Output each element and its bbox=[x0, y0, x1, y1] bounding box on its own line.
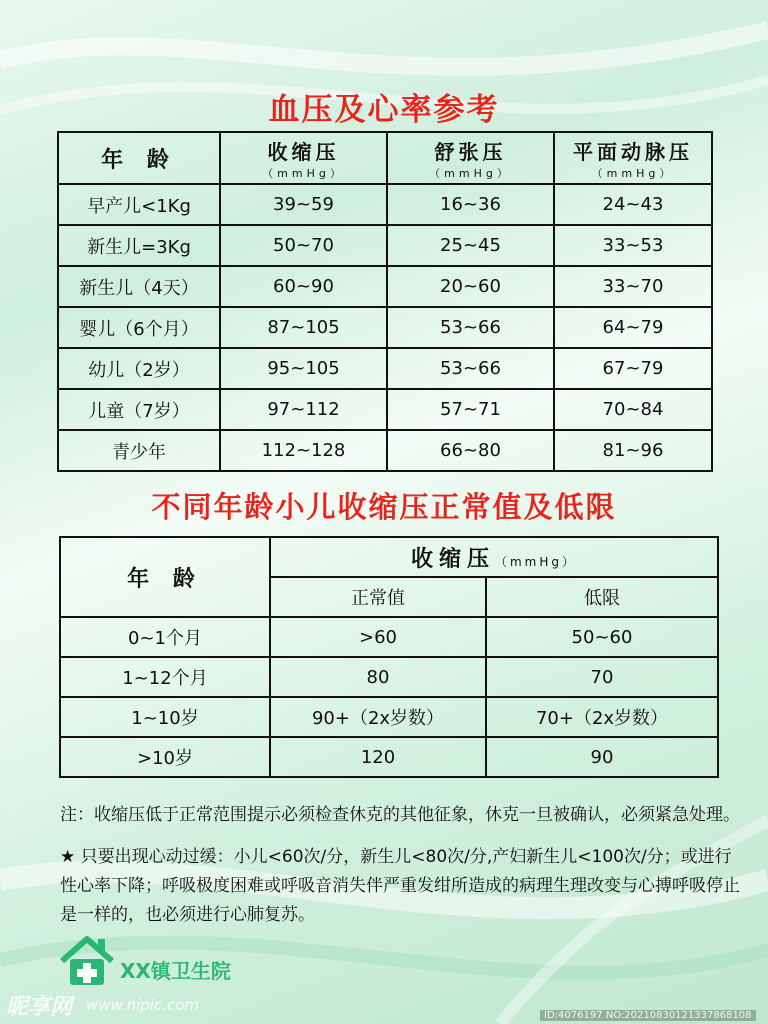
cell: 64~79 bbox=[554, 307, 712, 348]
table-row bbox=[58, 389, 712, 430]
table-row bbox=[60, 697, 718, 737]
cell: 39~59 bbox=[220, 184, 387, 225]
cell: 90 bbox=[486, 737, 718, 777]
cell: 25~45 bbox=[387, 225, 554, 266]
cell: 70~84 bbox=[554, 389, 712, 430]
header-age: 年 龄 bbox=[58, 132, 220, 184]
cell: 33~53 bbox=[554, 225, 712, 266]
cell: 青少年 bbox=[58, 430, 220, 471]
table-row bbox=[58, 307, 712, 348]
hospital-logo-icon bbox=[58, 935, 116, 987]
watermark-url: www.nipic.com bbox=[86, 996, 200, 1014]
cell: 53~66 bbox=[387, 307, 554, 348]
cell: 112~128 bbox=[220, 430, 387, 471]
table-header-row bbox=[58, 132, 712, 184]
table-row bbox=[58, 184, 712, 225]
cell: 新生儿（4天） bbox=[58, 266, 220, 307]
table-row bbox=[58, 266, 712, 307]
table-header-row bbox=[60, 537, 718, 577]
cell: 新生儿=3Kg bbox=[58, 225, 220, 266]
cell: 70+（2x岁数） bbox=[486, 697, 718, 737]
cell: 66~80 bbox=[387, 430, 554, 471]
cell: 儿童（7岁） bbox=[58, 389, 220, 430]
header-mean-arterial: 平面动脉压 （mmHg） bbox=[554, 132, 712, 184]
header-systolic: 收缩压 （mmHg） bbox=[220, 132, 387, 184]
cell: 87~105 bbox=[220, 307, 387, 348]
table-row bbox=[58, 430, 712, 471]
note-bradycardia-text: 只要出现心动过缓：小儿<60次/分，新生儿<80次/分,产妇新生儿<100次/分；或进行性心率下降；呼吸极度困难或呼吸音消失伴严重发绀所造成的病理生理改变与心搏呼吸停止是一样的，也必须进行心肺复苏。 bbox=[60, 847, 740, 925]
cell: 0~1个月 bbox=[60, 617, 270, 657]
cell: 50~70 bbox=[220, 225, 387, 266]
header-age: 年 龄 bbox=[60, 537, 270, 617]
cell: 95~105 bbox=[220, 348, 387, 389]
cell: 81~96 bbox=[554, 430, 712, 471]
cell: 婴儿（6个月） bbox=[58, 307, 220, 348]
cell: >10岁 bbox=[60, 737, 270, 777]
systolic-limits-table bbox=[59, 536, 719, 778]
header-diastolic: 舒张压 （mmHg） bbox=[387, 132, 554, 184]
header-systolic-group: 收缩压（mmHg） bbox=[270, 537, 718, 577]
note-shock: 注：收缩压低于正常范围提示必须检查休克的其他征象，休克一旦被确认，必须紧急处理。 bbox=[60, 805, 740, 825]
cell: 1~12个月 bbox=[60, 657, 270, 697]
cell: 53~66 bbox=[387, 348, 554, 389]
header-lower-limit: 低限 bbox=[486, 577, 718, 617]
cell: 120 bbox=[270, 737, 486, 777]
cell: 90+（2x岁数） bbox=[270, 697, 486, 737]
cell: >60 bbox=[270, 617, 486, 657]
star-icon: ★ bbox=[60, 847, 76, 867]
bp-reference-table bbox=[57, 131, 713, 472]
cell: 67~79 bbox=[554, 348, 712, 389]
watermark-logo: 昵享网 bbox=[6, 995, 73, 1020]
cell: 33~70 bbox=[554, 266, 712, 307]
title-systolic-normal-lower-limit: 不同年龄小儿收缩压正常值及低限 bbox=[151, 490, 617, 524]
image-id-strip: ID:4076197 NO:20210830121337868108 bbox=[540, 1010, 756, 1021]
table-row bbox=[58, 348, 712, 389]
cell: 幼儿（2岁） bbox=[58, 348, 220, 389]
hospital-name: XX镇卫生院 bbox=[120, 959, 231, 983]
cell: 16~36 bbox=[387, 184, 554, 225]
note-bradycardia bbox=[60, 843, 740, 930]
cell: 50~60 bbox=[486, 617, 718, 657]
cell: 早产儿<1Kg bbox=[58, 184, 220, 225]
cell: 24~43 bbox=[554, 184, 712, 225]
table-row bbox=[60, 737, 718, 777]
title-bp-hr-reference: 血压及心率参考 bbox=[268, 92, 500, 128]
cell: 97~112 bbox=[220, 389, 387, 430]
cell: 20~60 bbox=[387, 266, 554, 307]
table-row bbox=[60, 657, 718, 697]
cell: 1~10岁 bbox=[60, 697, 270, 737]
header-normal: 正常值 bbox=[270, 577, 486, 617]
cell: 57~71 bbox=[387, 389, 554, 430]
cell: 60~90 bbox=[220, 266, 387, 307]
cell: 70 bbox=[486, 657, 718, 697]
table-row bbox=[58, 225, 712, 266]
cell: 80 bbox=[270, 657, 486, 697]
table-row bbox=[60, 617, 718, 657]
